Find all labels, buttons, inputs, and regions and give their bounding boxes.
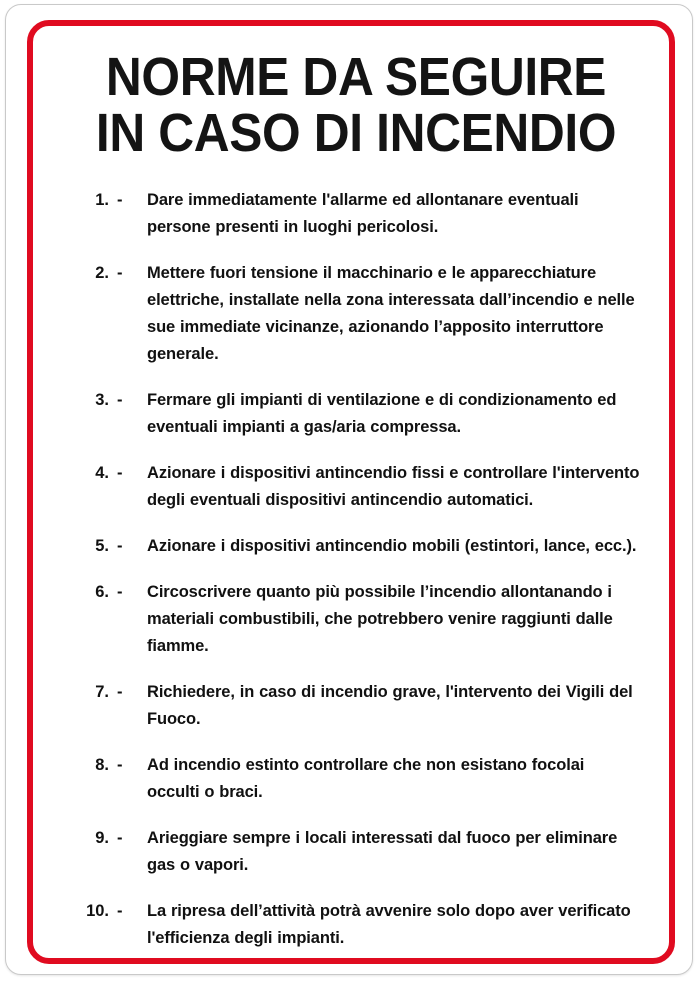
list-item bbox=[63, 825, 641, 879]
title-line-2: IN CASO DI INCENDIO bbox=[95, 102, 617, 163]
safety-sign-card bbox=[5, 4, 693, 975]
list-item-text: Richiedere, in caso di incendio grave, l'intervento dei Vigili del Fuoco. bbox=[147, 683, 633, 729]
list-item-number: 9. bbox=[95, 829, 109, 848]
list-item-text: Fermare gli impianti di ventilazione e di condizionamento ed eventuali impianti a gas/aria compressa. bbox=[147, 391, 617, 437]
list-item-text: Circoscrivere quanto più possibile l’incendio allontanando i materiali combustibili, che potrebbero venire raggiunti dalle fiamme. bbox=[147, 583, 613, 656]
list-item-dash: - bbox=[117, 464, 123, 483]
list-item-text: Ad incendio estinto controllare che non esistano focolai occulti o braci. bbox=[147, 756, 585, 802]
list-item-dash: - bbox=[117, 829, 123, 848]
list-item-number: 7. bbox=[95, 683, 109, 702]
list-item bbox=[63, 460, 641, 514]
list-item-text: Arieggiare sempre i locali interessati dal fuoco per eliminare gas o vapori. bbox=[147, 829, 618, 875]
list-item bbox=[63, 752, 641, 806]
list-item-number: 6. bbox=[95, 583, 109, 602]
list-item bbox=[63, 387, 641, 441]
list-item-number: 4. bbox=[95, 464, 109, 483]
sign-content bbox=[33, 26, 669, 958]
list-item-dash: - bbox=[117, 756, 123, 775]
list-item bbox=[63, 533, 641, 560]
list-item-number: 10. bbox=[86, 902, 109, 921]
list-item-text: Azionare i dispositivi antincendio fissi e controllare l'intervento degli eventuali dispositivi antincendio automatici. bbox=[147, 464, 640, 510]
list-item-number: 8. bbox=[95, 756, 109, 775]
list-item-text: Dare immediatamente l'allarme ed allontanare eventuali persone presenti in luoghi pericolosi. bbox=[147, 191, 579, 237]
list-item-dash: - bbox=[117, 391, 123, 410]
list-item-number: 5. bbox=[95, 537, 109, 556]
list-item-number: 3. bbox=[95, 391, 109, 410]
list-item-dash: - bbox=[117, 902, 123, 921]
list-item bbox=[63, 260, 641, 368]
list-item-dash: - bbox=[117, 264, 123, 283]
list-item-dash: - bbox=[117, 191, 123, 210]
list-item-text: Azionare i dispositivi antincendio mobili (estintori, lance, ecc.). bbox=[147, 537, 637, 556]
list-item-dash: - bbox=[117, 537, 123, 556]
list-item-dash: - bbox=[117, 683, 123, 702]
list-item-number: 1. bbox=[95, 191, 109, 210]
list-item bbox=[63, 898, 641, 952]
list-item bbox=[63, 187, 641, 241]
red-border-frame bbox=[27, 20, 675, 964]
page-title bbox=[59, 47, 653, 163]
list-item-text: Mettere fuori tensione il macchinario e le apparecchiature elettriche, installate nella zona interessata dall’incendio e nelle sue immediate vicinanze, azionando l’apposito interruttore generale. bbox=[147, 264, 635, 364]
fire-rules-list bbox=[59, 187, 653, 952]
list-item bbox=[63, 679, 641, 733]
list-item-number: 2. bbox=[95, 264, 109, 283]
list-item-dash: - bbox=[117, 583, 123, 602]
list-item-text: La ripresa dell’attività potrà avvenire solo dopo aver verificato l'efficienza degli impianti. bbox=[147, 902, 631, 948]
title-line-1: NORME DA SEGUIRE bbox=[105, 47, 607, 107]
list-item bbox=[63, 579, 641, 660]
